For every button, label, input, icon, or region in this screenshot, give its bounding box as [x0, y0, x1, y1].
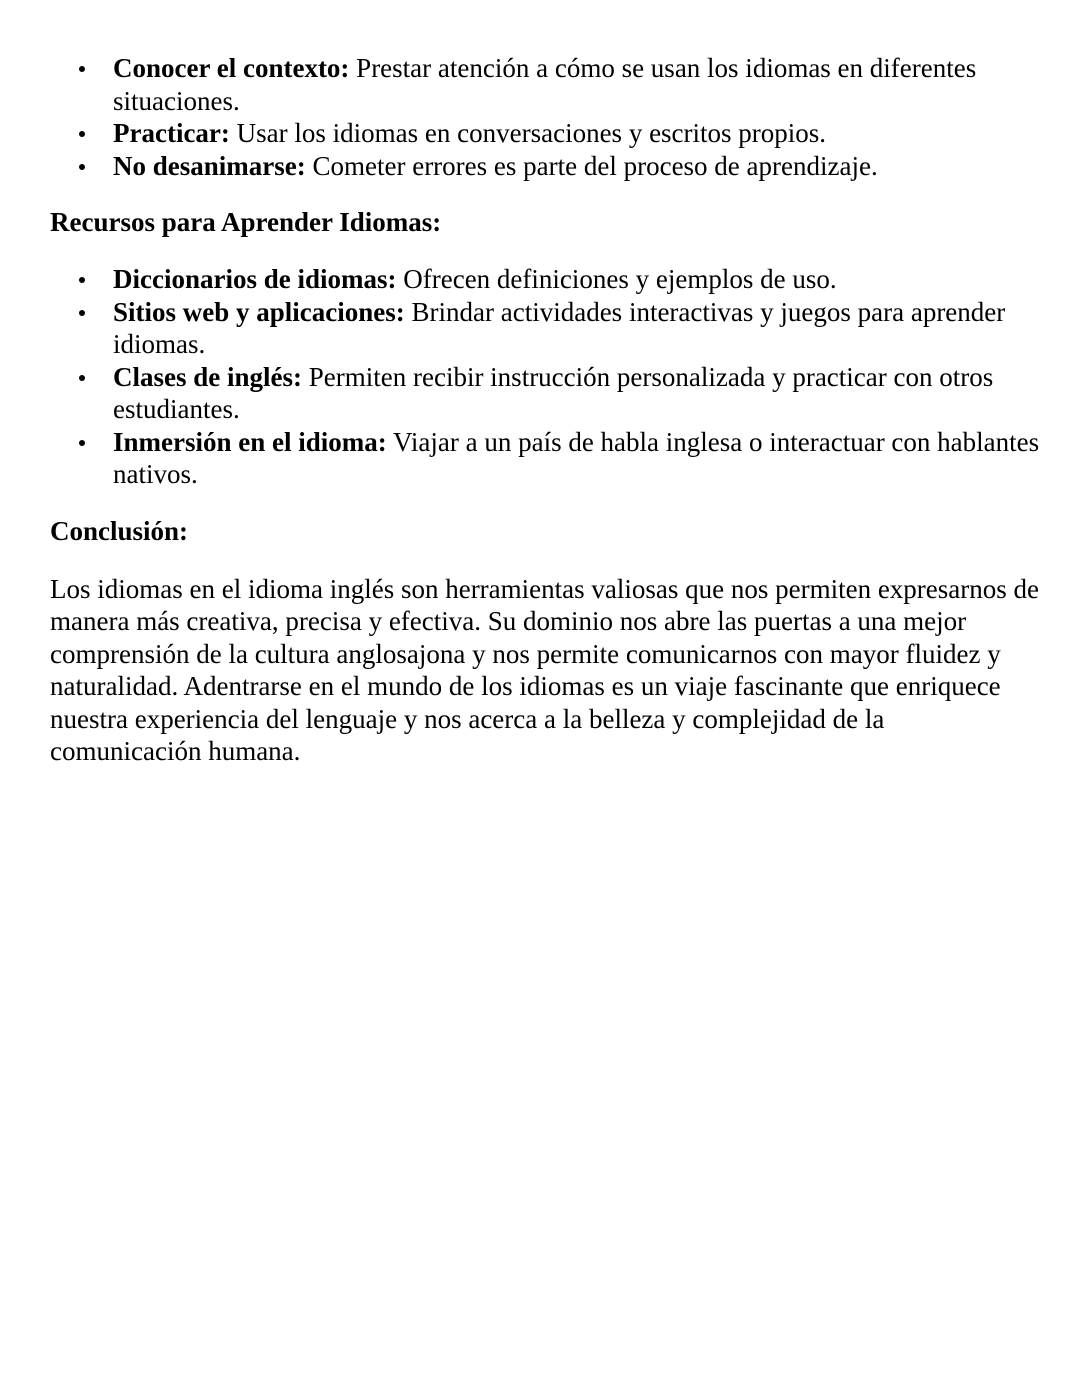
item-term: Clases de inglés: — [113, 361, 302, 392]
item-text: Permiten recibir instrucción personalizada y practicar con otros estudiantes. — [113, 361, 994, 424]
item-text: Cometer errores es parte del proceso de aprendizaje. — [305, 150, 878, 181]
item-term: Sitios web y aplicaciones: — [113, 296, 405, 327]
bullet-icon — [79, 310, 85, 316]
resources-list — [50, 263, 1040, 491]
conclusion-heading: Conclusión: — [50, 515, 189, 546]
list-item — [113, 361, 1040, 426]
list-item — [113, 52, 1040, 117]
item-text: Viajar a un país de habla inglesa o interactuar con hablantes nativos. — [113, 426, 1040, 489]
list-item — [113, 263, 1040, 296]
item-term: No desanimarse: — [113, 150, 306, 181]
item-term: Diccionarios de idiomas: — [113, 264, 397, 294]
list-item — [113, 150, 1040, 183]
bullet-icon — [79, 164, 85, 170]
bullet-icon — [79, 131, 85, 137]
tips-list — [50, 52, 1040, 182]
item-term: Conocer el contexto: — [113, 53, 350, 83]
list-item — [113, 426, 1040, 491]
item-term: Practicar: — [113, 118, 230, 148]
item-text: Brindar actividades interactivas y juegos para aprender idiomas. — [113, 296, 1006, 359]
item-text: Ofrecen definiciones y ejemplos de uso. — [396, 264, 837, 294]
document-page — [50, 52, 1040, 768]
bullet-icon — [79, 375, 85, 381]
bullet-icon — [79, 440, 85, 446]
resources-heading: Recursos para Aprender Idiomas: — [50, 207, 442, 237]
item-term: Inmersión en el idioma: — [113, 426, 387, 457]
item-text: Prestar atención a cómo se usan los idiomas en diferentes situaciones. — [113, 53, 977, 116]
item-text: Usar los idiomas en conversaciones y escritos propios. — [229, 118, 827, 148]
list-item — [113, 296, 1040, 361]
bullet-icon — [79, 66, 85, 72]
bullet-icon — [79, 277, 85, 283]
list-item — [113, 117, 1040, 150]
conclusion-paragraph: Los idiomas en el idioma inglés son herramientas valiosas que nos permiten expresarnos de manera más creativa, precisa y efectiva. Su dominio nos abre las puertas a una mejor comprensión de la cultura anglosajona y nos permite comunicarnos con mayor fluidez y naturalidad. Adentrarse en el mundo de los idiomas es un viaje fascinante que enriquece nuestra experiencia del lenguaje y nos acerca a la belleza y complejidad de la comunicación humana. — [50, 573, 1040, 766]
